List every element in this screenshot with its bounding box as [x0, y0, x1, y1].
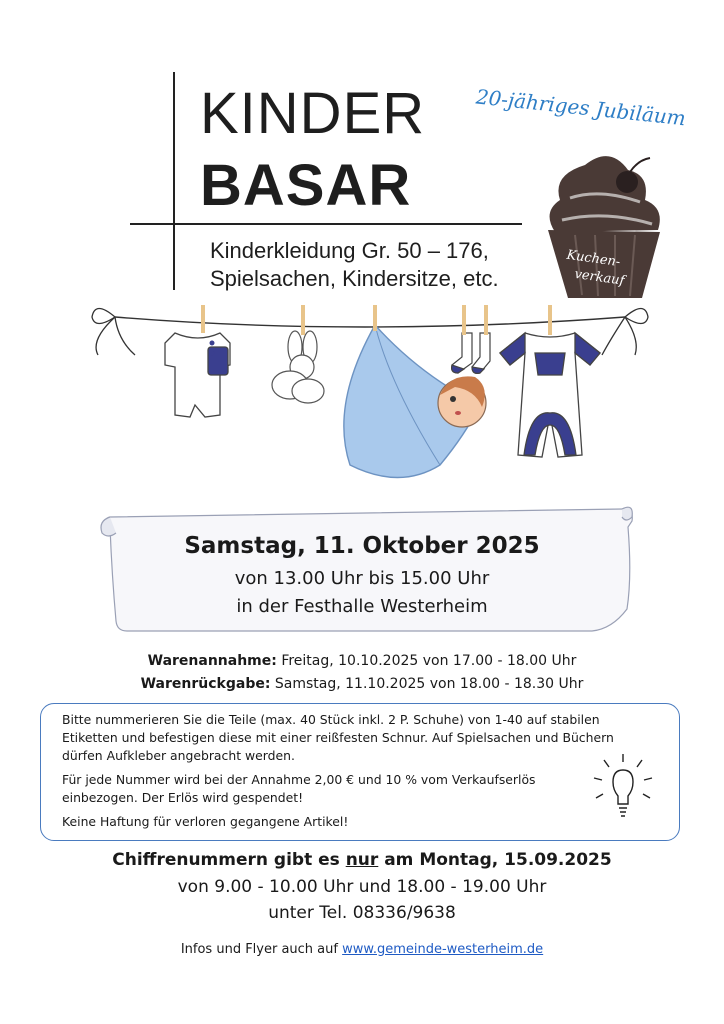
cherry-icon	[616, 171, 638, 193]
warenannahme-value: Freitag, 10.10.2025 von 17.00 - 18.00 Uhr	[281, 653, 577, 669]
title-horizontal-rule	[130, 223, 522, 225]
title-line-kinder: KINDER	[200, 81, 426, 146]
chiffre-phone: unter Tel. 08336/9638	[268, 903, 456, 923]
warenrueckgabe-label: Warenrückgabe:	[140, 676, 271, 692]
event-date: Samstag, 11. Oktober 2025	[184, 533, 540, 559]
info-line-4: Für jede Nummer wird bei der Annahme 2,00 € und 10 % vom Verkaufserlös	[62, 772, 536, 787]
info-line-6: Keine Haftung für verloren gegangene Artikel!	[62, 814, 349, 829]
lightbulb-icon	[586, 752, 656, 832]
warenrueckgabe-line	[0, 675, 724, 693]
info-line-2: Etiketten und befestigen diese mit einer reißfesten Schnur. Auf Spielsachen und Büchern	[62, 730, 614, 745]
info-line-1: Bitte nummerieren Sie die Teile (max. 40 Stück inkl. 2 P. Schuhe) von 1-40 auf stabilen	[62, 712, 600, 727]
title-vertical-rule	[173, 72, 175, 290]
footer-line	[0, 942, 724, 957]
footer-text: Infos und Flyer auch auf	[180, 942, 343, 957]
romper-icon	[500, 305, 600, 457]
chiffre-text-post: am Montag, 15.09.2025	[378, 850, 612, 870]
clothesline-illustration	[80, 295, 650, 495]
warenannahme-label: Warenannahme:	[147, 653, 277, 669]
title-line-basar: BASAR	[200, 153, 412, 218]
chiffre-text-emphasis: nur	[345, 850, 379, 870]
info-line-3: dürfen Aufkleber angebracht werden.	[62, 748, 295, 763]
chiffre-text-pre: Chiffrenummern gibt es	[112, 850, 346, 870]
info-line-5: einbezogen. Der Erlös wird gespendet!	[62, 790, 304, 805]
subtitle-line-2: Spielsachen, Kindersitze, etc.	[210, 266, 499, 291]
cupcake-label-1: Kuchen-	[565, 247, 622, 271]
anniversary-text: 20-jähriges Jubiläum	[474, 84, 687, 131]
warenrueckgabe-value: Samstag, 11.10.2025 von 18.00 - 18.30 Uhr	[274, 676, 584, 692]
bow-left-icon	[92, 309, 135, 356]
bow-right-icon	[602, 309, 648, 356]
chiffre-times: von 9.00 - 10.00 Uhr und 18.00 - 19.00 Uhr	[177, 877, 547, 897]
cupcake-illustration	[530, 140, 670, 305]
event-time: von 13.00 Uhr bis 15.00 Uhr	[234, 568, 490, 589]
socks-icon	[452, 305, 490, 373]
bunny-icon	[272, 305, 324, 403]
chiffre-heading	[0, 850, 724, 870]
event-place: in der Festhalle Westerheim	[236, 596, 488, 617]
cupcake-label-2: verkauf	[573, 266, 626, 289]
website-link[interactable]: www.gemeinde-westerheim.de	[342, 942, 544, 957]
subtitle-line-1: Kinderkleidung Gr. 50 – 176,	[210, 238, 489, 263]
anniversary-script	[467, 82, 697, 142]
warenannahme-line	[0, 652, 724, 670]
